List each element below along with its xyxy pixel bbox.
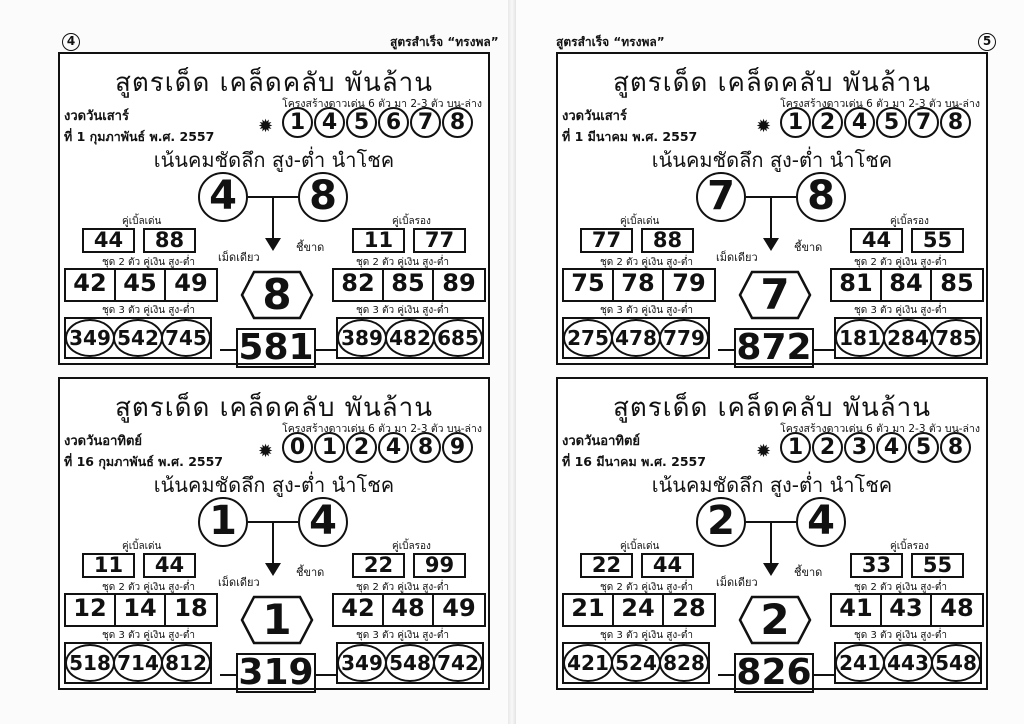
- three-digit-oval: 478: [611, 319, 661, 357]
- main-doubles: [82, 228, 196, 253]
- two-digit-left: [64, 593, 218, 627]
- two-digit-left: [562, 268, 716, 302]
- two-digit-cell: 85: [384, 270, 434, 300]
- double-box: 77: [413, 228, 466, 253]
- panel-title: สูตรเด็ด เคล็ดคลับ พันล้าน: [612, 393, 932, 423]
- double-box: 55: [911, 228, 964, 253]
- connector-left: [220, 674, 236, 676]
- main-number: 581: [236, 328, 316, 368]
- circled-digit: 4: [876, 432, 907, 463]
- three-digit-oval: 742: [433, 644, 483, 682]
- three-digit-left: [562, 317, 710, 359]
- draw-day: งวดวันเสาร์: [64, 109, 129, 124]
- lottery-panel-3: [58, 377, 490, 693]
- double-box: 33: [850, 553, 903, 578]
- label-2digit-right: ชุด 2 ตัว คู่เงิน สูง-ต่ำ: [356, 582, 449, 593]
- double-box: 44: [850, 228, 903, 253]
- two-digit-cell: 12: [66, 595, 116, 625]
- label-2digit-left: ชุด 2 ตัว คู่เงิน สูง-ต่ำ: [600, 257, 693, 268]
- three-digit-oval: 482: [385, 319, 435, 357]
- three-digit-oval: 181: [835, 319, 885, 357]
- two-digit-cell: 78: [614, 270, 664, 300]
- two-digit-cell: 81: [832, 270, 882, 300]
- pair-stem: [272, 522, 274, 566]
- three-digit-oval: 714: [113, 644, 163, 682]
- double-box: 99: [413, 553, 466, 578]
- three-digit-left: [562, 642, 710, 684]
- single-digit: 7: [760, 270, 790, 319]
- three-digit-oval: 518: [65, 644, 115, 682]
- main-number: 872: [734, 328, 814, 368]
- page-number-left: 4: [62, 33, 80, 51]
- label-single: เม็ดเดียว: [218, 576, 260, 589]
- pair-digit-right: 8: [298, 172, 348, 222]
- sun-star-icon: ✹: [258, 441, 274, 462]
- single-digit: 1: [262, 595, 292, 644]
- three-digit-oval: 548: [385, 644, 435, 682]
- pair-stem: [272, 197, 274, 241]
- page-number-right: 5: [978, 33, 996, 51]
- two-digit-cell: 82: [334, 270, 384, 300]
- connector-left: [718, 349, 734, 351]
- three-digit-oval: 443: [883, 644, 933, 682]
- circled-digit: 7: [908, 107, 939, 138]
- three-digit-oval: 421: [563, 644, 613, 682]
- three-digit-oval: 745: [161, 319, 211, 357]
- lottery-panel-4: [556, 377, 988, 693]
- panel-subtitle: โครงสร้างดาวเด่น 6 ตัว มา 2-3 ตัว บน-ล่าง: [282, 423, 482, 435]
- single-digit: 8: [262, 270, 292, 319]
- label-3digit-left: ชุด 3 ตัว คู่เงิน สูง-ต่ำ: [600, 630, 693, 641]
- main-doubles: [82, 553, 196, 578]
- circled-digit: 4: [378, 432, 409, 463]
- single-digit: 2: [760, 595, 790, 644]
- label-single: เม็ดเดียว: [218, 251, 260, 264]
- double-box: 11: [82, 553, 135, 578]
- three-digit-oval: 241: [835, 644, 885, 682]
- label-3digit-right: ชุด 3 ตัว คู่เงิน สูง-ต่ำ: [854, 630, 947, 641]
- circled-digit: 1: [282, 107, 313, 138]
- pair-digit-right: 4: [298, 497, 348, 547]
- label-main-doubles: คู่เบิ้ลเด่น: [620, 216, 660, 227]
- double-box: 88: [143, 228, 196, 253]
- page-header-left: สูตรสำเร็จ “ทรงพล”: [390, 35, 499, 49]
- draw-day: งวดวันอาทิตย์: [64, 434, 143, 449]
- two-digit-cell: 21: [564, 595, 614, 625]
- panel-subtitle: โครงสร้างดาวเด่น 6 ตัว มา 2-3 ตัว บน-ล่าง: [780, 98, 980, 110]
- panel-slogan: เน้นคมชัดลึก สูง-ต่ำ นำโชค: [651, 473, 893, 497]
- two-digit-cell: 24: [614, 595, 664, 625]
- label-2digit-left: ชุด 2 ตัว คู่เงิน สูง-ต่ำ: [102, 582, 195, 593]
- two-digit-cell: 49: [174, 269, 208, 297]
- circled-digit: 4: [844, 107, 875, 138]
- double-box: 22: [580, 553, 633, 578]
- label-single: เม็ดเดียว: [716, 251, 758, 264]
- pair-stem: [770, 522, 772, 566]
- circled-digits: [780, 107, 971, 138]
- label-2digit-right: ชุด 2 ตัว คู่เงิน สูง-ต่ำ: [854, 582, 947, 593]
- sun-star-icon: ✹: [258, 116, 274, 137]
- two-digit-cell: 84: [882, 270, 932, 300]
- three-digit-oval: 542: [113, 319, 163, 357]
- label-3digit-right: ชุด 3 ตัว คู่เงิน สูง-ต่ำ: [356, 305, 449, 316]
- circled-digit: 8: [410, 432, 441, 463]
- two-digit-left: [562, 593, 716, 627]
- sub-doubles: [850, 228, 964, 253]
- panel-slogan: เน้นคมชัดลึก สูง-ต่ำ นำโชค: [651, 148, 893, 172]
- pair-digit-left: 1: [198, 497, 248, 547]
- three-digit-left: [64, 642, 212, 684]
- sub-doubles: [850, 553, 964, 578]
- two-digit-cell: 14: [116, 595, 166, 625]
- panel-slogan: เน้นคมชัดลึก สูง-ต่ำ นำโชค: [153, 473, 395, 497]
- three-digit-oval: 779: [659, 319, 709, 357]
- circled-digit: 5: [346, 107, 377, 138]
- circled-digit: 9: [442, 432, 473, 463]
- draw-day: งวดวันอาทิตย์: [562, 434, 641, 449]
- circled-digit: 8: [442, 107, 473, 138]
- label-2digit-right: ชุด 2 ตัว คู่เงิน สูง-ต่ำ: [356, 257, 449, 268]
- sun-star-icon: ✹: [756, 116, 772, 137]
- three-digit-oval: 548: [931, 644, 981, 682]
- two-digit-right: [332, 593, 486, 627]
- three-digit-oval: 785: [931, 319, 981, 357]
- two-digit-cell: 79: [672, 269, 706, 297]
- circled-digit: 8: [940, 107, 971, 138]
- pair-digit-left: 7: [696, 172, 746, 222]
- panel-title: สูตรเด็ด เคล็ดคลับ พันล้าน: [114, 393, 434, 423]
- pair-digit-right: 8: [796, 172, 846, 222]
- arrow-down-icon: [265, 238, 281, 251]
- circled-digit: 8: [940, 432, 971, 463]
- single-hexagon: [240, 270, 314, 320]
- label-sub-doubles: คู่เบิ้ลรอง: [392, 541, 431, 552]
- three-digit-oval: 685: [433, 319, 483, 357]
- two-digit-cell: 49: [442, 594, 476, 622]
- two-digit-left: [64, 268, 218, 302]
- label-3digit-right: ชุด 3 ตัว คู่เงิน สูง-ต่ำ: [356, 630, 449, 641]
- two-digit-cell: 42: [334, 595, 384, 625]
- double-box: 44: [641, 553, 694, 578]
- label-3digit-left: ชุด 3 ตัว คู่เงิน สูง-ต่ำ: [102, 630, 195, 641]
- connector-left: [220, 349, 236, 351]
- circled-digit: 3: [844, 432, 875, 463]
- circled-digits: [282, 432, 473, 463]
- draw-date: ที่ 16 กุมภาพันธ์ พ.ศ. 2557: [64, 454, 223, 469]
- panel-subtitle: โครงสร้างดาวเด่น 6 ตัว มา 2-3 ตัว บน-ล่าง: [282, 98, 482, 110]
- pair-stem: [770, 197, 772, 241]
- three-digit-oval: 389: [337, 319, 387, 357]
- circled-digits: [282, 107, 473, 138]
- three-digit-oval: 275: [563, 319, 613, 357]
- label-kill: ชี้ขาด: [296, 566, 325, 579]
- circled-digit: 4: [314, 107, 345, 138]
- connector-right: [316, 349, 336, 351]
- label-sub-doubles: คู่เบิ้ลรอง: [890, 541, 929, 552]
- pair-diagram: [198, 172, 348, 222]
- two-digit-cell: 75: [564, 270, 614, 300]
- circled-digit: 1: [780, 107, 811, 138]
- main-doubles: [580, 553, 694, 578]
- two-digit-cell: 45: [116, 270, 166, 300]
- label-kill: ชี้ขาด: [794, 566, 823, 579]
- arrow-down-icon: [763, 563, 779, 576]
- three-digit-oval: 524: [611, 644, 661, 682]
- circled-digits: [780, 432, 971, 463]
- single-hexagon: [738, 595, 812, 645]
- label-2digit-right: ชุด 2 ตัว คู่เงิน สูง-ต่ำ: [854, 257, 947, 268]
- panel-title: สูตรเด็ด เคล็ดคลับ พันล้าน: [612, 68, 932, 98]
- three-digit-left: [64, 317, 212, 359]
- circled-digit: 2: [346, 432, 377, 463]
- connector-right: [814, 674, 834, 676]
- draw-date: ที่ 1 มีนาคม พ.ศ. 2557: [562, 129, 698, 144]
- single-hexagon: [738, 270, 812, 320]
- two-digit-cell: 85: [940, 269, 974, 297]
- panel-slogan: เน้นคมชัดลึก สูง-ต่ำ นำโชค: [153, 148, 395, 172]
- book-gutter: [508, 0, 516, 724]
- lottery-panel-1: [58, 52, 490, 368]
- panel-subtitle: โครงสร้างดาวเด่น 6 ตัว มา 2-3 ตัว บน-ล่าง: [780, 423, 980, 435]
- two-digit-cell: 48: [940, 594, 974, 622]
- two-digit-right: [830, 593, 984, 627]
- sun-star-icon: ✹: [756, 441, 772, 462]
- arrow-down-icon: [763, 238, 779, 251]
- sub-doubles: [352, 228, 466, 253]
- pair-digit-left: 4: [198, 172, 248, 222]
- circled-digit: 5: [876, 107, 907, 138]
- circled-digit: 0: [282, 432, 313, 463]
- double-box: 11: [352, 228, 405, 253]
- double-box: 44: [143, 553, 196, 578]
- label-3digit-right: ชุด 3 ตัว คู่เงิน สูง-ต่ำ: [854, 305, 947, 316]
- three-digit-oval: 828: [659, 644, 709, 682]
- main-number: 826: [734, 653, 814, 693]
- arrow-down-icon: [265, 563, 281, 576]
- page-header-right: สูตรสำเร็จ “ทรงพล”: [556, 35, 665, 49]
- double-box: 22: [352, 553, 405, 578]
- pair-diagram: [696, 172, 846, 222]
- two-digit-cell: 42: [66, 270, 116, 300]
- two-digit-cell: 43: [882, 595, 932, 625]
- label-main-doubles: คู่เบิ้ลเด่น: [122, 216, 162, 227]
- double-box: 55: [911, 553, 964, 578]
- circled-digit: 2: [812, 432, 843, 463]
- label-3digit-left: ชุด 3 ตัว คู่เงิน สูง-ต่ำ: [600, 305, 693, 316]
- two-digit-right: [332, 268, 486, 302]
- lottery-panel-2: [556, 52, 988, 368]
- label-3digit-left: ชุด 3 ตัว คู่เงิน สูง-ต่ำ: [102, 305, 195, 316]
- label-main-doubles: คู่เบิ้ลเด่น: [122, 541, 162, 552]
- three-digit-oval: 349: [65, 319, 115, 357]
- label-single: เม็ดเดียว: [716, 576, 758, 589]
- single-hexagon: [240, 595, 314, 645]
- three-digit-right: [834, 642, 982, 684]
- two-digit-cell: 48: [384, 595, 434, 625]
- panel-title: สูตรเด็ด เคล็ดคลับ พันล้าน: [114, 68, 434, 98]
- main-doubles: [580, 228, 694, 253]
- draw-date: ที่ 16 มีนาคม พ.ศ. 2557: [562, 454, 706, 469]
- two-digit-cell: 28: [672, 594, 706, 622]
- sub-doubles: [352, 553, 466, 578]
- two-digit-cell: 41: [832, 595, 882, 625]
- three-digit-right: [336, 317, 484, 359]
- pair-diagram: [696, 497, 846, 547]
- main-number: 319: [236, 653, 316, 693]
- two-digit-cell: 89: [442, 269, 476, 297]
- draw-date: ที่ 1 กุมภาพันธ์ พ.ศ. 2557: [64, 129, 215, 144]
- pair-diagram: [198, 497, 348, 547]
- connector-right: [814, 349, 834, 351]
- circled-digit: 6: [378, 107, 409, 138]
- label-sub-doubles: คู่เบิ้ลรอง: [890, 216, 929, 227]
- three-digit-oval: 349: [337, 644, 387, 682]
- label-kill: ชี้ขาด: [794, 241, 823, 254]
- label-sub-doubles: คู่เบิ้ลรอง: [392, 216, 431, 227]
- three-digit-oval: 284: [883, 319, 933, 357]
- draw-day: งวดวันเสาร์: [562, 109, 627, 124]
- pair-digit-right: 4: [796, 497, 846, 547]
- circled-digit: 1: [780, 432, 811, 463]
- circled-digit: 1: [314, 432, 345, 463]
- circled-digit: 7: [410, 107, 441, 138]
- label-2digit-left: ชุด 2 ตัว คู่เงิน สูง-ต่ำ: [102, 257, 195, 268]
- circled-digit: 2: [812, 107, 843, 138]
- three-digit-right: [336, 642, 484, 684]
- connector-right: [316, 674, 336, 676]
- label-main-doubles: คู่เบิ้ลเด่น: [620, 541, 660, 552]
- double-box: 88: [641, 228, 694, 253]
- label-2digit-left: ชุด 2 ตัว คู่เงิน สูง-ต่ำ: [600, 582, 693, 593]
- double-box: 44: [82, 228, 135, 253]
- connector-left: [718, 674, 734, 676]
- circled-digit: 5: [908, 432, 939, 463]
- pair-digit-left: 2: [696, 497, 746, 547]
- label-kill: ชี้ขาด: [296, 241, 325, 254]
- three-digit-oval: 812: [161, 644, 211, 682]
- two-digit-right: [830, 268, 984, 302]
- three-digit-right: [834, 317, 982, 359]
- two-digit-cell: 18: [174, 594, 208, 622]
- double-box: 77: [580, 228, 633, 253]
